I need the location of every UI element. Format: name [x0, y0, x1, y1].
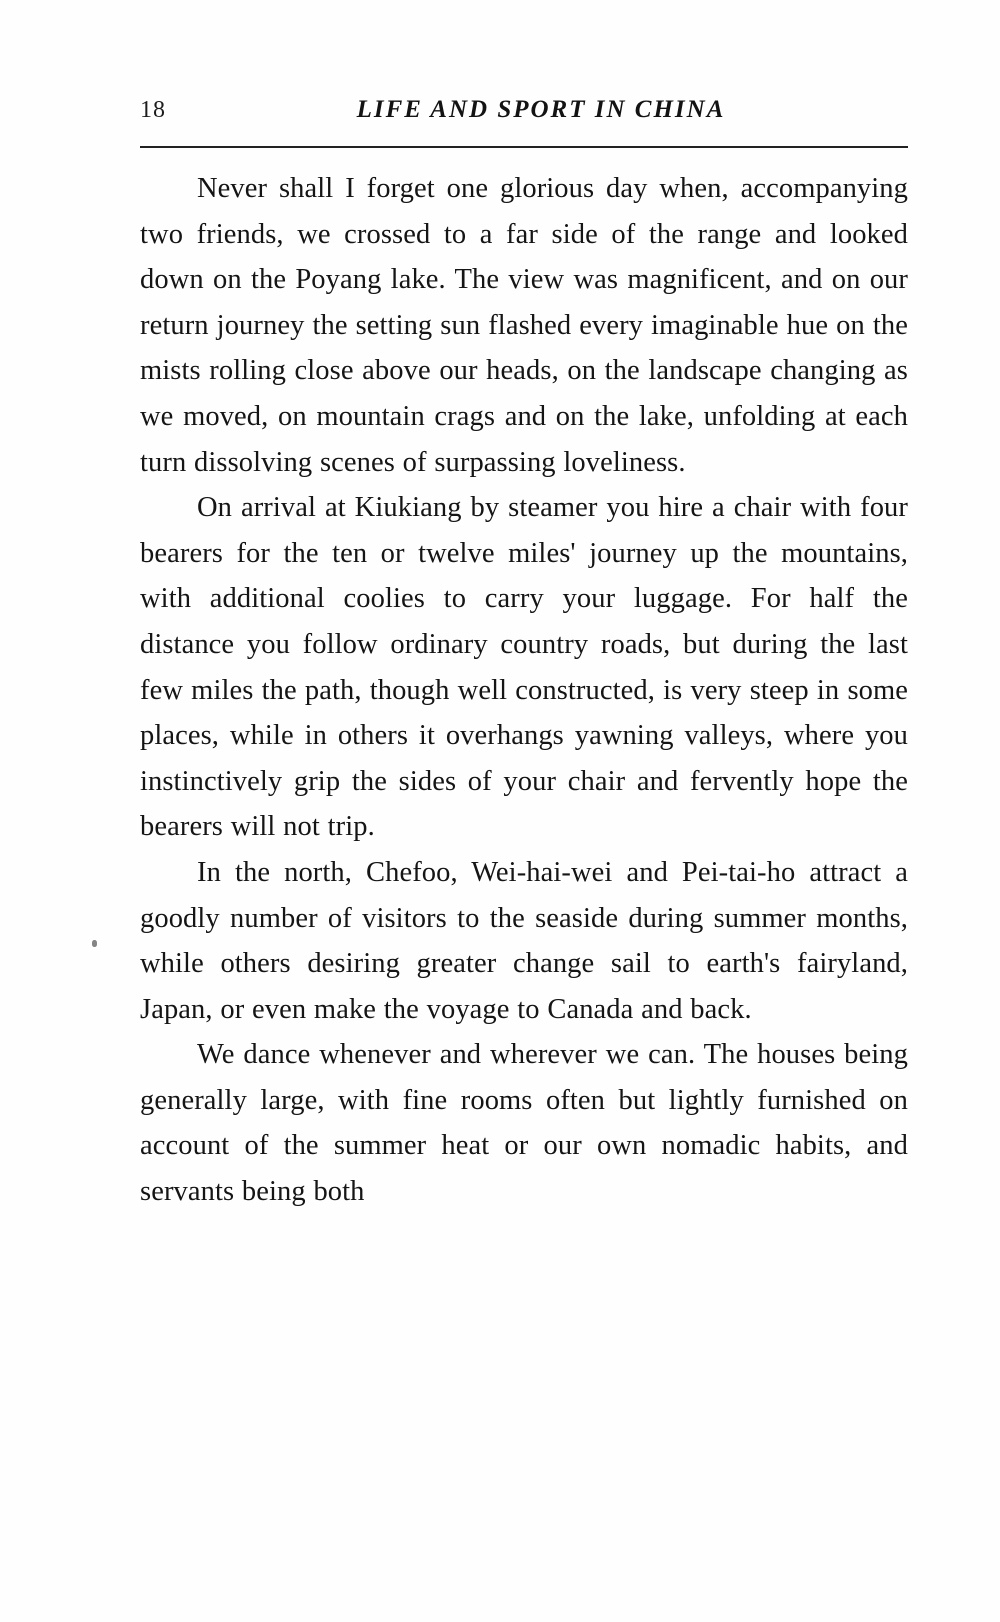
page-number: 18 — [140, 97, 166, 123]
paragraph: On arrival at Kiukiang by steamer you hire a chair with four bearers for the ten or twelve miles' journey up the mountains, with additional coolies to carry your luggage. For half the distance you follow ordinary country roads, but during the last few miles the path, though well constructed, is very steep in some places, while in others it overhangs yawning valleys, where you instinctively grip the sides of your chair and fervently hope the bearers will not trip. — [140, 492, 908, 843]
body-text — [140, 166, 908, 1215]
paragraph: In the north, Chefoo, Wei-hai-wei and Pei-tai-ho attract a goodly number of visitors to the seaside during summer months, while others desiring greater change sail to earth's fairyland, Japan, or even make the voyage to Canada and back. — [140, 856, 908, 1025]
header-rule — [140, 146, 908, 148]
paragraph: Never shall I forget one glorious day when, accompanying two friends, we crossed to a far side of the range and looked down on the Poyang lake. The view was magnificent, and on our return journey the setting sun flashed every imaginable hue on the mists rolling close above our heads, on the landscape changing as we moved, on mountain crags and on the lake, unfolding at each turn dissolving scenes of surpassing loveliness. — [140, 173, 908, 478]
paragraph: We dance whenever and wherever we can. The houses being generally large, with fine rooms often but lightly furnished on account of the summer heat or our own nomadic habits, and servants being both — [140, 1039, 908, 1208]
scan-speck — [92, 940, 97, 947]
page-header — [140, 96, 908, 138]
running-head: LIFE AND SPORT IN CHINA — [356, 96, 726, 123]
page-content — [140, 96, 908, 1215]
